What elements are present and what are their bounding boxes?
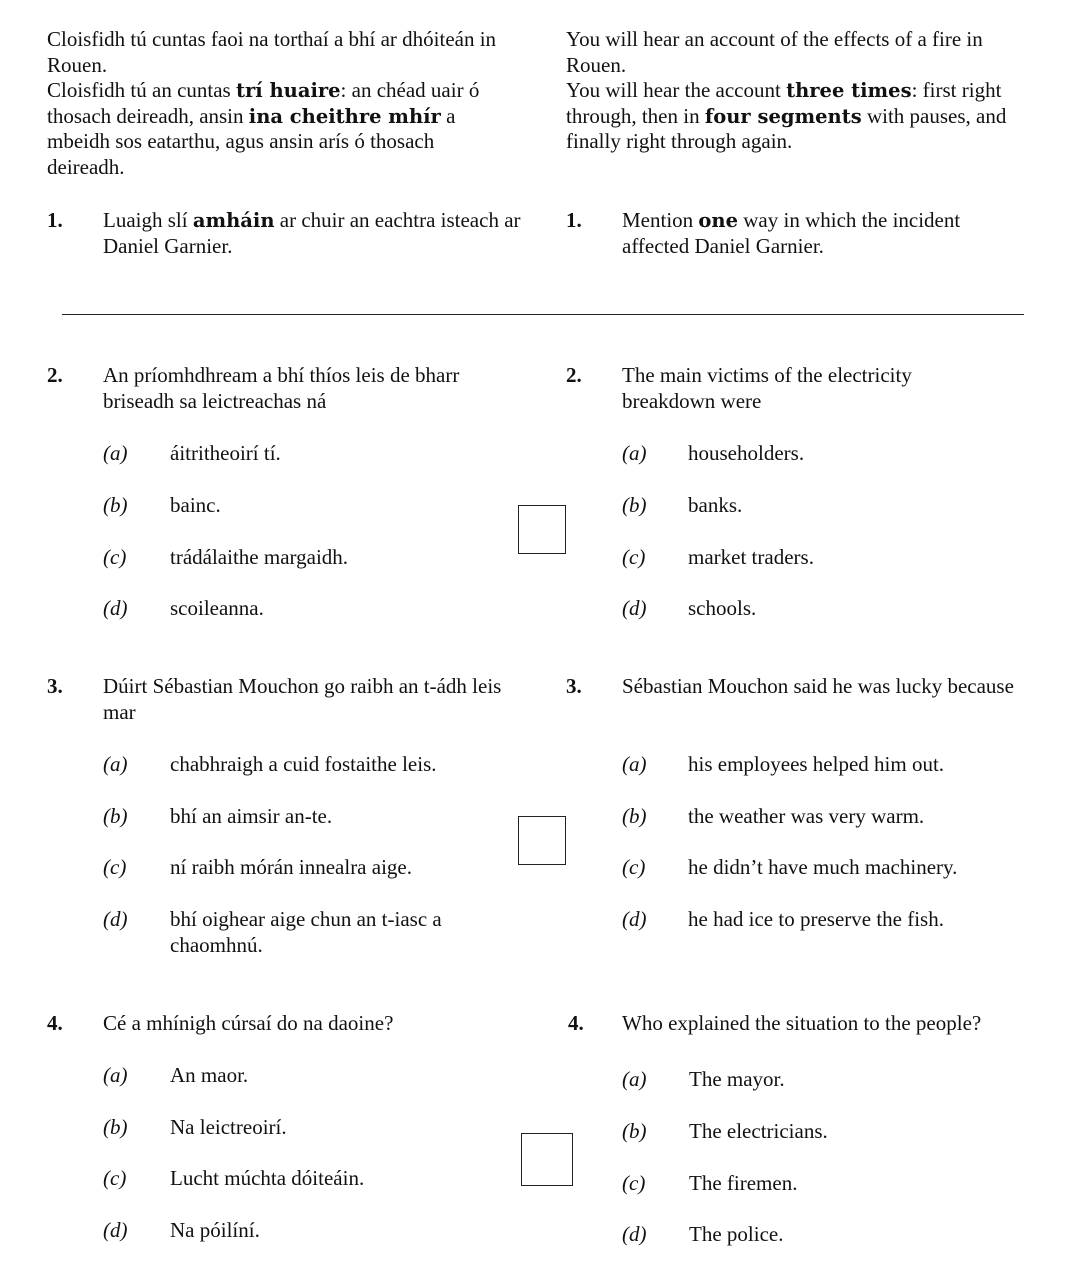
q2-option-english: market traders.: [688, 545, 814, 569]
q3-option-english: he didn’t have much machinery.: [688, 855, 958, 879]
q2-option-irish: trádálaithe margaidh.: [170, 545, 349, 569]
q4-option-letter-irish: (c): [103, 1166, 127, 1190]
q3-option-english: the weather was very warm.: [688, 804, 925, 828]
q4-text-english: Who explained the situation to the people?: [622, 1011, 982, 1035]
intro-irish-line1: Cloisfidh tú cuntas faoi na torthaí a bhí ar dhóiteán in Rouen.: [47, 27, 497, 77]
q4-option-irish: Na póilíní.: [170, 1218, 260, 1242]
q1-number-english: 1.: [566, 208, 582, 232]
q4-option-letter-english: (c): [622, 1171, 646, 1195]
q4-option-letter-english: (d): [622, 1222, 647, 1246]
q2-option-irish: scoileanna.: [170, 596, 264, 620]
q3-number-english: 3.: [566, 674, 582, 698]
q2-option-irish: bainc.: [170, 493, 221, 517]
q3-option-letter-irish: (c): [103, 855, 127, 879]
q3-text-irish: Dúirt Sébastian Mouchon go raibh an t-ádh leis mar: [103, 674, 502, 724]
q3-option-irish: ní raibh mórán innealra aige.: [170, 855, 412, 879]
q4-option-letter-english: (a): [622, 1067, 647, 1091]
q2-option-letter-irish: (c): [103, 545, 127, 569]
q1-text-english: Mention one way in which the incident affected Daniel Garnier.: [622, 208, 961, 258]
q3-text-english: Sébastian Mouchon said he was lucky because: [622, 674, 1014, 698]
q4-answer-box[interactable]: [521, 1133, 573, 1186]
q3-option-letter-english: (a): [622, 752, 647, 776]
q2-option-letter-english: (c): [622, 545, 646, 569]
q4-option-english: The electricians.: [689, 1119, 828, 1143]
intro-english: [566, 27, 1036, 155]
intro-english-line2: You will hear the account three times: first right through, then in four segments with pauses, and finally right through again.: [566, 78, 1007, 153]
q2-option-english: householders.: [688, 441, 805, 465]
intro-irish: [47, 27, 517, 180]
q2-number-english: 2.: [566, 363, 582, 387]
q2-option-english: banks.: [688, 493, 743, 517]
q2-option-irish: áitritheoirí tí.: [170, 441, 281, 465]
q3-number-irish: 3.: [47, 674, 63, 698]
q3-option-letter-irish: (b): [103, 804, 128, 828]
q4-option-letter-irish: (a): [103, 1063, 128, 1087]
q2-option-letter-irish: (a): [103, 441, 128, 465]
q3-option-english: he had ice to preserve the fish.: [688, 907, 944, 931]
q4-option-letter-english: (b): [622, 1119, 647, 1143]
q2-text-english: The main victims of the electricity breakdown were: [622, 363, 912, 413]
intro-english-line1: You will hear an account of the effects of a fire in Rouen.: [566, 27, 983, 77]
q4-option-letter-irish: (b): [103, 1115, 128, 1139]
q4-option-irish: Lucht múchta dóiteáin.: [170, 1166, 365, 1190]
q3-option-letter-english: (b): [622, 804, 647, 828]
q2-option-letter-english: (d): [622, 596, 647, 620]
q4-option-english: The firemen.: [689, 1171, 798, 1195]
q2-option-english: schools.: [688, 596, 757, 620]
q3-option-letter-irish: (a): [103, 752, 128, 776]
q4-option-letter-irish: (d): [103, 1218, 128, 1242]
q4-text-irish: Cé a mhínigh cúrsaí do na daoine?: [103, 1011, 394, 1035]
q3-option-letter-english: (c): [622, 855, 646, 879]
q4-number-irish: 4.: [47, 1011, 63, 1035]
q4-option-irish: Na leictreoirí.: [170, 1115, 287, 1139]
q1-text-irish: Luaigh slí amháin ar chuir an eachtra isteach ar Daniel Garnier.: [103, 208, 521, 258]
q3-option-irish: bhí oighear aige chun an t-iasc a chaomhnú.: [170, 907, 442, 957]
q2-text-irish: An príomhdhream a bhí thíos leis de bharr briseadh sa leictreachas ná: [103, 363, 460, 413]
q4-option-english: The police.: [689, 1222, 784, 1246]
q2-option-letter-english: (b): [622, 493, 647, 517]
q1-number-irish: 1.: [47, 208, 63, 232]
q3-option-irish: bhí an aimsir an-te.: [170, 804, 333, 828]
q4-number-english: 4.: [568, 1011, 584, 1035]
q2-option-letter-irish: (b): [103, 493, 128, 517]
q4-option-english: The mayor.: [689, 1067, 785, 1091]
q3-option-letter-english: (d): [622, 907, 647, 931]
q2-option-letter-english: (a): [622, 441, 647, 465]
q3-option-english: his employees helped him out.: [688, 752, 945, 776]
intro-irish-line2: Cloisfidh tú an cuntas trí huaire: an chéad uair ó thosach deireadh, ansin ina cheithre mhír a mbeidh sos eatarthu, agus ansin arís ó thosach deireadh.: [47, 78, 480, 179]
q1-answer-line[interactable]: [62, 314, 1024, 315]
q3-answer-box[interactable]: [518, 816, 566, 865]
q2-option-letter-irish: (d): [103, 596, 128, 620]
q2-number-irish: 2.: [47, 363, 63, 387]
q3-option-irish: chabhraigh a cuid fostaithe leis.: [170, 752, 437, 776]
q3-option-letter-irish: (d): [103, 907, 128, 931]
q4-option-irish: An maor.: [170, 1063, 249, 1087]
q2-answer-box[interactable]: [518, 505, 566, 554]
